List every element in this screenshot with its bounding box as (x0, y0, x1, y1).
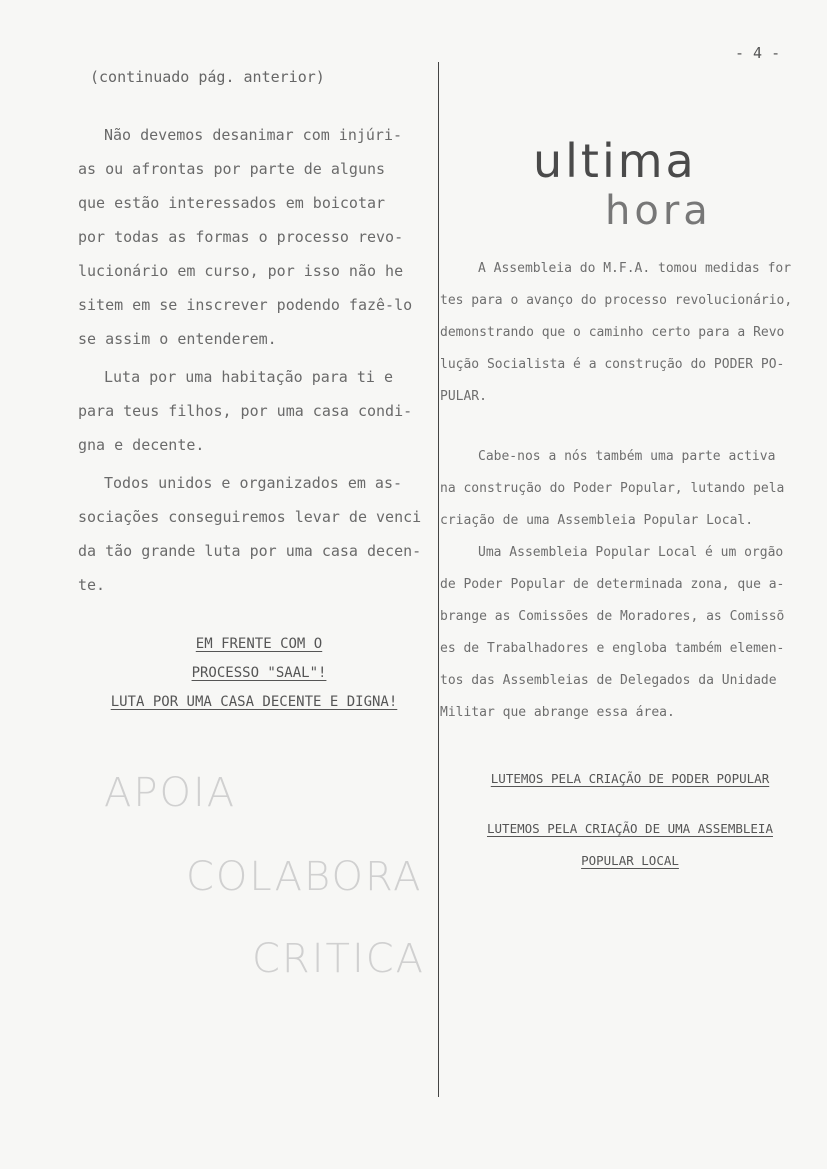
left-paragraph-3 (78, 466, 440, 602)
call-block (440, 763, 820, 877)
text-line: tes para o avanço do processo revolucionário, (440, 293, 793, 308)
text-line: lução Socialista é a construção do PODER PO- (440, 357, 785, 372)
page-number: - 4 - (735, 44, 781, 62)
left-paragraph-1 (78, 118, 440, 356)
call-line: LUTEMOS PELA CRIAÇÃO DE UMA ASSEMBLEIA (487, 821, 773, 836)
continued-note: (continuado pág. anterior) (90, 68, 325, 86)
text-line: para teus filhos, por uma casa condi- (78, 402, 413, 420)
text-line: de Poder Popular de determinada zona, que a- (440, 577, 785, 592)
slogan-line: EM FRENTE COM O (195, 636, 323, 652)
heading-ultima: ultima (533, 134, 697, 188)
text-line: da tão grande luta por uma casa decen- (78, 542, 422, 560)
text-line: Todos unidos e organizados em as- (104, 474, 403, 492)
text-line: sociações conseguiremos levar de venci (78, 508, 422, 526)
left-paragraph-2 (78, 360, 440, 462)
text-line: demonstrando que o caminho certo para a Revo (440, 325, 785, 340)
right-column (440, 253, 820, 877)
stamp-colabora: COLABORA (186, 854, 423, 900)
text-line: se assim o entenderem. (78, 330, 277, 348)
heading-hora: hora (605, 188, 712, 234)
text-line: sitem em se inscrever podendo fazê-lo (78, 296, 413, 314)
text-line: as ou afrontas por parte de alguns (78, 160, 386, 178)
text-line: te. (78, 576, 106, 594)
text-line: gna e decente. (78, 436, 205, 454)
text-line: Luta por uma habitação para ti e (104, 368, 393, 386)
text-line: Cabe-nos a nós também uma parte activa (478, 449, 776, 464)
stamp-critica: CRITICA (252, 936, 426, 982)
text-line: criação de uma Assembleia Popular Local. (440, 513, 754, 528)
text-line: brange as Comissões de Moradores, as Comissõ (440, 609, 785, 624)
text-line: PULAR. (440, 389, 487, 404)
left-column (78, 68, 440, 717)
stamp-apoia: APOIA (104, 770, 237, 816)
text-line: Não devemos desanimar com injúri- (104, 126, 403, 144)
slogan-line: LUTA POR UMA CASA DECENTE E DIGNA! (110, 694, 398, 710)
text-line: Militar que abrange essa área. (440, 705, 675, 720)
text-line: es de Trabalhadores e engloba também elemen- (440, 641, 785, 656)
text-line: lucionário em curso, por isso não he (78, 262, 404, 280)
right-paragraph-1 (440, 253, 820, 413)
text-line: tos das Assembleias de Delegados da Unidade (440, 673, 777, 688)
slogan-block (78, 630, 440, 717)
slogan-line: PROCESSO "SAAL"! (191, 665, 327, 681)
text-line: A Assembleia do M.F.A. tomou medidas for (478, 261, 792, 276)
text-line: por todas as formas o processo revo- (78, 228, 404, 246)
call-line: LUTEMOS PELA CRIAÇÃO DE PODER POPULAR (490, 771, 770, 786)
right-paragraph-3 (440, 537, 820, 729)
text-line: que estão interessados em boicotar (78, 194, 386, 212)
text-line: na construção do Poder Popular, lutando pela (440, 481, 785, 496)
text-line: Uma Assembleia Popular Local é um orgão (478, 545, 784, 560)
call-line: POPULAR LOCAL (581, 853, 679, 868)
right-paragraph-2 (440, 441, 820, 537)
